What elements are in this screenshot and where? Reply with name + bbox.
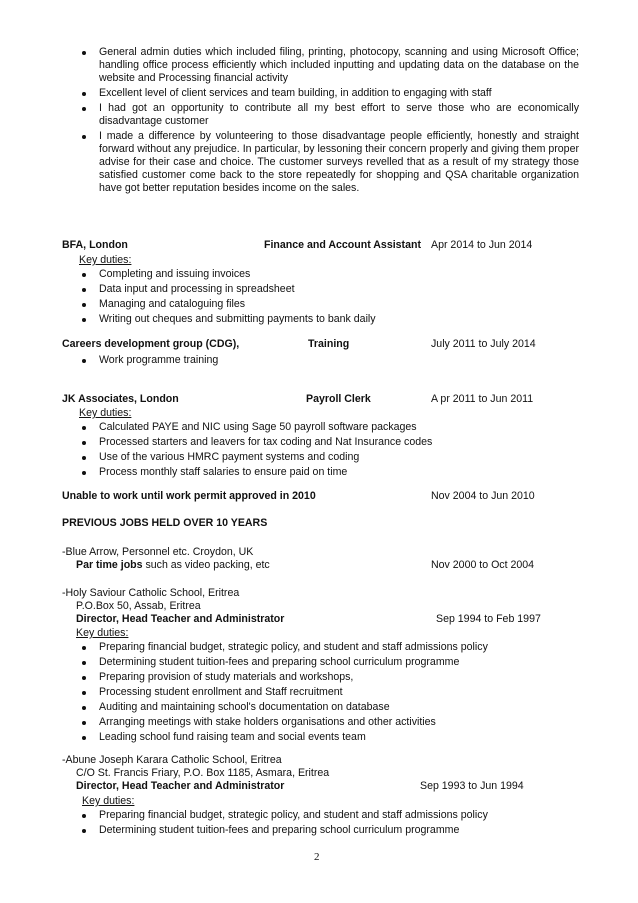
jk-duties-list: [79, 421, 579, 481]
previous-jobs-heading: PREVIOUS JOBS HELD OVER 10 YEARS: [62, 517, 268, 529]
list-item: Work programme training: [79, 354, 579, 367]
jk-duties-label: Key duties:: [79, 407, 132, 419]
blue-arrow-dates: Nov 2000 to Oct 2004: [431, 559, 535, 571]
holy-saviour-dates: Sep 1994 to Feb 1997: [436, 613, 541, 625]
list-item: Excellent level of client services and team building, in addition to engaging with staff: [79, 87, 579, 100]
list-item: Preparing financial budget, strategic policy, and student and staff admissions policy: [79, 809, 599, 822]
list-item: Leading school fund raising team and social events team: [79, 731, 599, 744]
bfa-duties-label: Key duties:: [79, 254, 132, 266]
abune-employer: -Abune Joseph Karara Catholic School, Eritrea: [62, 754, 282, 766]
holy-saviour-title: Director, Head Teacher and Administrator: [76, 613, 285, 625]
list-item: Completing and issuing invoices: [79, 268, 579, 281]
cdg-employer: Careers development group (CDG),: [62, 338, 240, 350]
holy-saviour-duties-list: [79, 641, 599, 746]
abune-title: Director, Head Teacher and Administrator: [76, 780, 285, 792]
bfa-title: Finance and Account Assistant: [264, 239, 421, 251]
list-item: Processing student enrollment and Staff recruitment: [79, 686, 599, 699]
intro-duties-list: [79, 46, 579, 197]
jk-dates: A pr 2011 to Jun 2011: [431, 393, 534, 405]
list-item: Arranging meetings with stake holders organisations and other activities: [79, 716, 599, 729]
abune-dates: Sep 1993 to Jun 1994: [420, 780, 524, 792]
list-item: Calculated PAYE and NIC using Sage 50 payroll software packages: [79, 421, 579, 434]
cdg-title: Training: [308, 338, 350, 350]
list-item: Preparing provision of study materials and workshops,: [79, 671, 599, 684]
gap-text: Unable to work until work permit approved in 2010: [62, 490, 316, 502]
list-item: Use of the various HMRC payment systems and coding: [79, 451, 579, 464]
bfa-employer: BFA, London: [62, 239, 128, 251]
list-item: Determining student tuition-fees and preparing school curriculum programme: [79, 656, 599, 669]
holy-saviour-address: P.O.Box 50, Assab, Eritrea: [76, 600, 201, 612]
page-number: 2: [314, 851, 320, 863]
holy-saviour-duties-label: Key duties:: [76, 627, 129, 639]
list-item: Auditing and maintaining school's documentation on database: [79, 701, 599, 714]
blue-arrow-role-detail: such as video packing, etc: [142, 559, 270, 571]
list-item: Process monthly staff salaries to ensure paid on time: [79, 466, 579, 479]
jk-title: Payroll Clerk: [306, 393, 371, 405]
abune-duties-label: Key duties:: [82, 795, 135, 807]
list-item: Determining student tuition-fees and preparing school curriculum programme: [79, 824, 599, 837]
cdg-dates: July 2011 to July 2014: [431, 338, 536, 350]
blue-arrow-employer: -Blue Arrow, Personnel etc. Croydon, UK: [62, 546, 254, 558]
list-item: Data input and processing in spreadsheet: [79, 283, 579, 296]
blue-arrow-role: [76, 559, 270, 572]
list-item: Managing and cataloguing files: [79, 298, 579, 311]
list-item: General admin duties which included filing, printing, photocopy, scanning and using Microsoft Office; handling office process efficiently which included inputting and updating data on the database on the website and Processing financial activity: [79, 46, 579, 85]
list-item: Preparing financial budget, strategic policy, and student and staff admissions policy: [79, 641, 599, 654]
list-item: Writing out cheques and submitting payments to bank daily: [79, 313, 579, 326]
jk-employer: JK Associates, London: [62, 393, 179, 405]
list-item: I made a difference by volunteering to those disadvantage people efficiently, honestly and straight forward without any prejudice. In particular, by lessoning their concern properly and giving them proper advise for their case and choice. The customer surveys revelled that as a result of my strategy those satisfied customer come back to the store repeatedly for shopping and QSA charitable organization have got better reputation besides income on the sales.: [79, 130, 579, 195]
abune-duties-list: [79, 809, 599, 839]
gap-dates: Nov 2004 to Jun 2010: [431, 490, 535, 502]
abune-address: C/O St. Francis Friary, P.O. Box 1185, Asmara, Eritrea: [76, 767, 330, 779]
bfa-dates: Apr 2014 to Jun 2014: [431, 239, 533, 251]
list-item: Processed starters and leavers for tax coding and Nat Insurance codes: [79, 436, 579, 449]
list-item: I had got an opportunity to contribute all my best effort to serve those who are economically disadvantage customer: [79, 102, 579, 128]
blue-arrow-role-title: Par time jobs: [76, 559, 143, 571]
bfa-duties-list: [79, 268, 579, 328]
cdg-duties-list: [79, 354, 579, 369]
holy-saviour-employer: -Holy Saviour Catholic School, Eritrea: [62, 587, 240, 599]
